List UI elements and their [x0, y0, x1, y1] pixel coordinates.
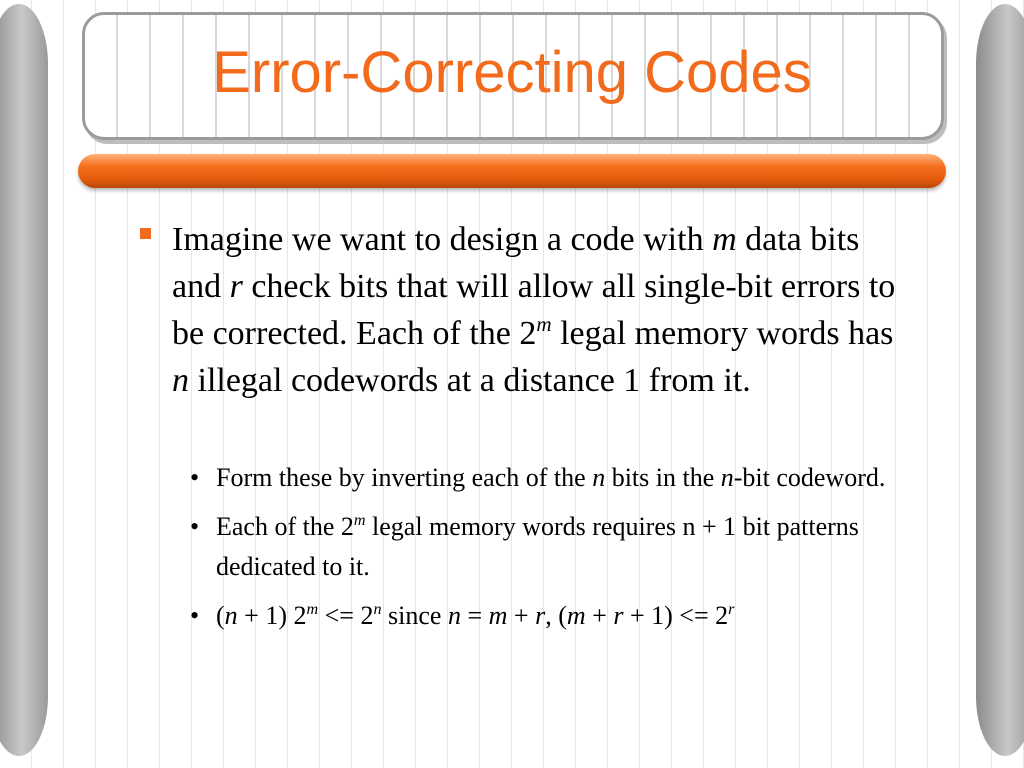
exponent-m: m — [536, 311, 552, 336]
text-run: since — [381, 601, 448, 630]
var-n: n — [224, 601, 238, 630]
exponent-r: r — [728, 601, 735, 619]
var-r: r — [229, 268, 243, 305]
slide-title: Error-Correcting Codes — [212, 40, 812, 105]
text-run: Form these by inverting each of the — [216, 463, 593, 492]
sub-bullet — [190, 596, 910, 636]
text-run: data bits and — [172, 221, 860, 305]
square-bullet-icon — [140, 228, 151, 239]
text-run: check bits that will allow all single-bit errors to be corrected. Each of the 2 — [172, 268, 896, 352]
bullet-dot-icon: • — [190, 601, 200, 630]
var-r: r — [535, 601, 546, 630]
var-m: m — [488, 601, 508, 630]
text-run: + — [507, 601, 536, 630]
text-run: -bit codeword. — [733, 463, 886, 492]
var-r: r — [613, 601, 624, 630]
text-run: ( — [216, 601, 225, 630]
bullet-dot-icon: • — [190, 463, 200, 492]
sub-bullet — [190, 458, 910, 498]
text-run: Imagine we want to design a code with — [172, 221, 713, 258]
sub-bullet-text — [216, 596, 910, 636]
text-run: , ( — [545, 601, 567, 630]
var-n: n — [172, 362, 189, 399]
text-run: <= 2 — [318, 601, 374, 630]
text-run: = — [460, 601, 489, 630]
sub-bullet-list — [190, 458, 910, 645]
text-run: + — [585, 601, 614, 630]
exponent-m: m — [306, 601, 319, 619]
text-run: legal memory words has — [551, 315, 894, 352]
text-run: illegal codewords at a distance 1 from it. — [189, 362, 751, 399]
sub-bullet — [190, 507, 910, 587]
bullet-dot-icon: • — [190, 512, 200, 541]
var-m: m — [712, 221, 737, 258]
exponent-m: m — [353, 512, 366, 530]
text-run: + 1) 2 — [237, 601, 307, 630]
text-run: + 1) <= 2 — [623, 601, 729, 630]
main-bullet-text — [172, 216, 912, 404]
var-n: n — [592, 463, 606, 492]
sub-bullet-text — [216, 458, 910, 498]
text-run: legal memory words requires n + 1 bit patterns dedicated to it. — [216, 512, 859, 581]
var-n: n — [720, 463, 734, 492]
text-run: bits in the — [605, 463, 721, 492]
exponent-n: n — [373, 601, 382, 619]
sub-bullet-text — [216, 507, 910, 587]
text-run: Each of the 2 — [216, 512, 354, 541]
var-n: n — [447, 601, 461, 630]
var-m: m — [566, 601, 586, 630]
